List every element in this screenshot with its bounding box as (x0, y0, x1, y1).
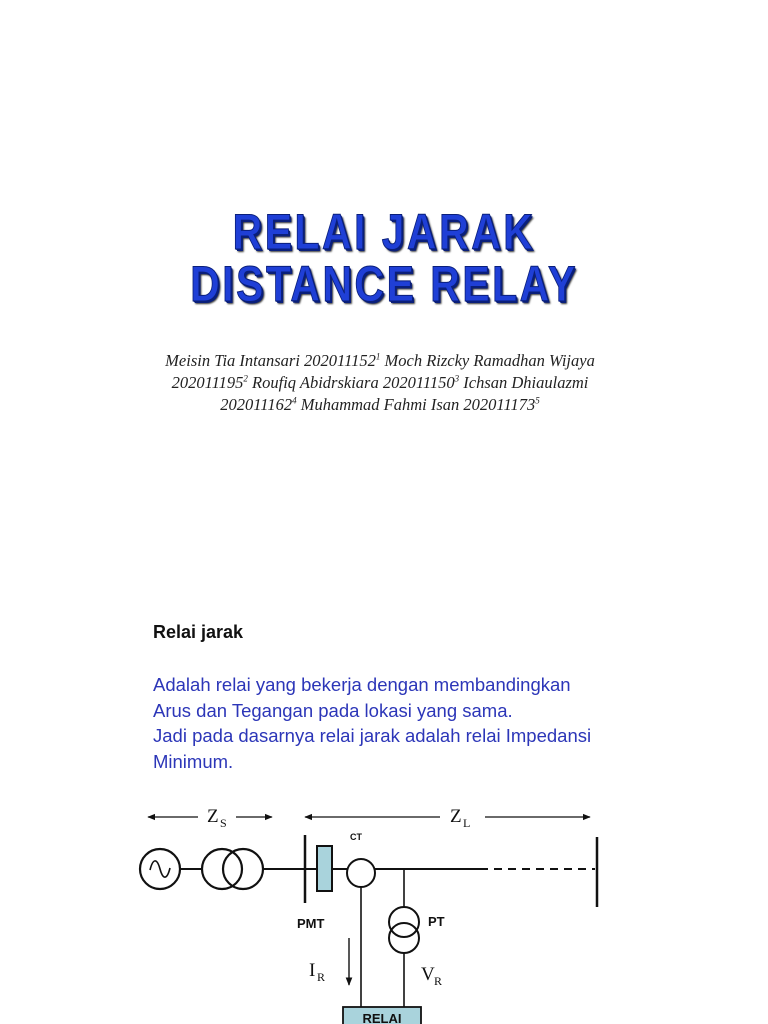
author-line-3: 202011162$^4$ Muhammad Fahmi Isan 202011173$^5$ (220, 395, 540, 414)
pmt-label: PMT (297, 916, 325, 931)
transformer-symbol (202, 849, 263, 889)
body-line-3: Jadi pada dasarnya relai jarak adalah relai Impedansi (153, 725, 592, 746)
ac-source-symbol (140, 849, 180, 889)
zl-dimension (305, 806, 590, 830)
title-line-2: DISTANCE RELAY (190, 256, 578, 312)
circuit-breaker (317, 846, 332, 891)
author-list (110, 350, 650, 416)
current-transformer-symbol (347, 859, 375, 887)
section-body (153, 672, 713, 774)
author-line-2: 202011195$^2$ Roufiq Abidrskiara 202011150$^3$ Ichsan Dhiaulazmi (171, 373, 589, 392)
zs-label: Z (207, 806, 219, 827)
potential-transformer-symbol (389, 907, 419, 953)
body-line-4: Minimum. (153, 750, 234, 772)
ir-subscript: R (317, 970, 326, 984)
author-line-1: Meisin Tia Intansari 202011152$^1$ Moch Rizcky Ramadhan Wijaya (165, 351, 595, 370)
zl-subscript: L (463, 816, 471, 830)
ir-label: I (309, 960, 316, 981)
section-heading: Relai jarak (153, 622, 244, 642)
relay-label: RELAI (362, 1011, 402, 1024)
zs-subscript: S (220, 816, 227, 830)
relay-circuit-diagram (0, 780, 768, 1024)
body-line-1: Adalah relai yang bekerja dengan membandingkan (153, 674, 571, 695)
pt-label: PT (428, 914, 445, 929)
vr-subscript: R (434, 974, 443, 988)
ct-label: CT (350, 832, 362, 842)
title-line-1: RELAI JARAK (232, 204, 536, 260)
body-line-2: Arus dan Tegangan pada lokasi yang sama. (153, 699, 513, 721)
vr-label: V (421, 964, 435, 985)
zs-dimension (148, 806, 272, 830)
zl-label: Z (450, 806, 462, 827)
